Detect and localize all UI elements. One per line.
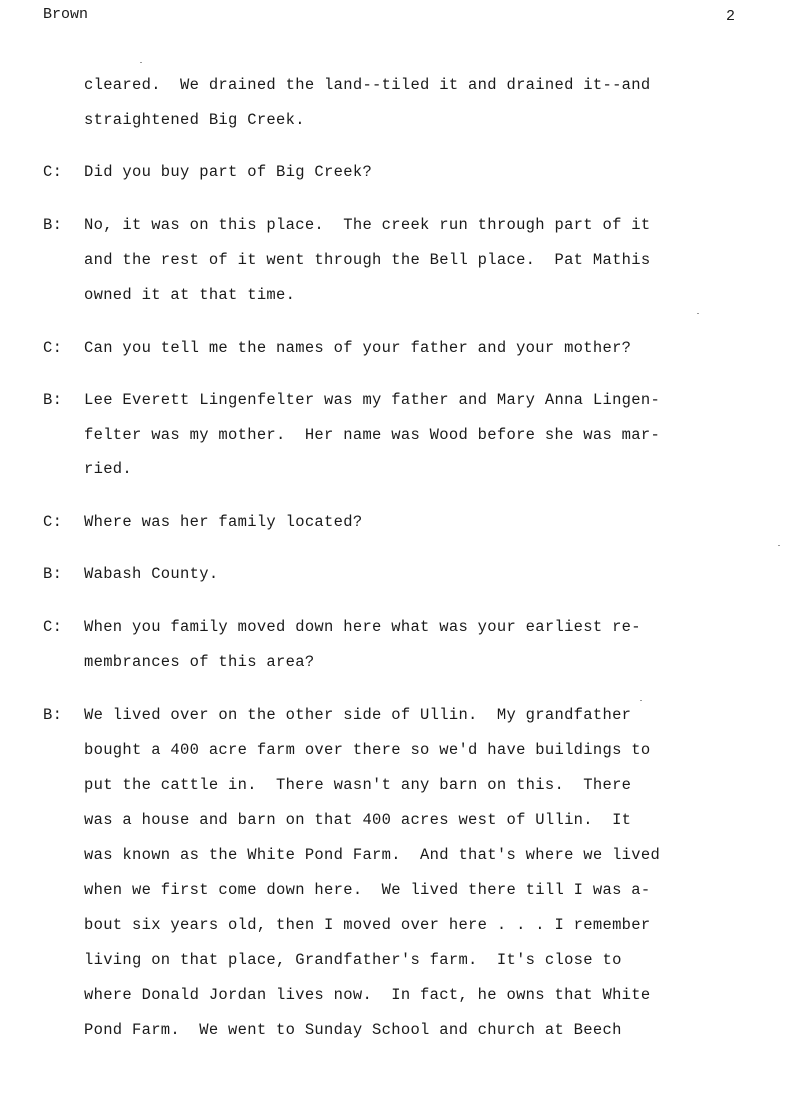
page-number: 2	[726, 8, 736, 25]
transcript-line: We lived over on the other side of Ullin. My grandfather	[84, 706, 632, 724]
transcript-line: No, it was on this place. The creek run through part of it	[84, 216, 651, 234]
speaker-label: B:	[43, 216, 63, 234]
speaker-label: C:	[43, 618, 63, 636]
transcript-line: put the cattle in. There wasn't any barn on this. There	[84, 776, 632, 794]
transcript-line: Did you buy part of Big Creek?	[84, 163, 373, 181]
transcript-line: owned it at that time.	[84, 286, 296, 304]
scan-speck	[697, 313, 699, 314]
scan-speck	[778, 545, 780, 546]
speaker-label: C:	[43, 513, 63, 531]
transcript-line: when we first come down here. We lived there till I was a-	[84, 881, 651, 899]
transcript-line: Lee Everett Lingenfelter was my father and Mary Anna Lingen-	[84, 391, 661, 409]
transcript-line: bout six years old, then I moved over here . . . I remember	[84, 916, 651, 934]
transcript-line: Wabash County.	[84, 565, 219, 583]
transcript-line: straightened Big Creek.	[84, 111, 305, 129]
transcript-line: Pond Farm. We went to Sunday School and church at Beech	[84, 1021, 622, 1039]
speaker-label: B:	[43, 391, 63, 409]
transcript-line: cleared. We drained the land--tiled it and drained it--and	[84, 76, 651, 94]
speaker-label: C:	[43, 163, 63, 181]
speaker-label: C:	[43, 339, 63, 357]
transcript-line: and the rest of it went through the Bell place. Pat Mathis	[84, 251, 651, 269]
transcript-line: bought a 400 acre farm over there so we'd have buildings to	[84, 741, 651, 759]
scan-speck	[140, 62, 142, 63]
transcript-line: ried.	[84, 460, 133, 478]
transcript-line: where Donald Jordan lives now. In fact, he owns that White	[84, 986, 651, 1004]
transcript-line: was known as the White Pond Farm. And that's where we lived	[84, 846, 661, 864]
header-interviewee-name: Brown	[43, 6, 89, 23]
transcript-line: felter was my mother. Her name was Wood before she was mar-	[84, 426, 661, 444]
transcript-line: Where was her family located?	[84, 513, 363, 531]
transcript-line: living on that place, Grandfather's farm. It's close to	[84, 951, 622, 969]
transcript-line: membrances of this area?	[84, 653, 315, 671]
speaker-label: B:	[43, 706, 63, 724]
speaker-label: B:	[43, 565, 63, 583]
scan-speck	[640, 700, 642, 701]
transcript-line: When you family moved down here what was your earliest re-	[84, 618, 641, 636]
transcript-line: was a house and barn on that 400 acres west of Ullin. It	[84, 811, 632, 829]
transcript-line: Can you tell me the names of your father and your mother?	[84, 339, 632, 357]
